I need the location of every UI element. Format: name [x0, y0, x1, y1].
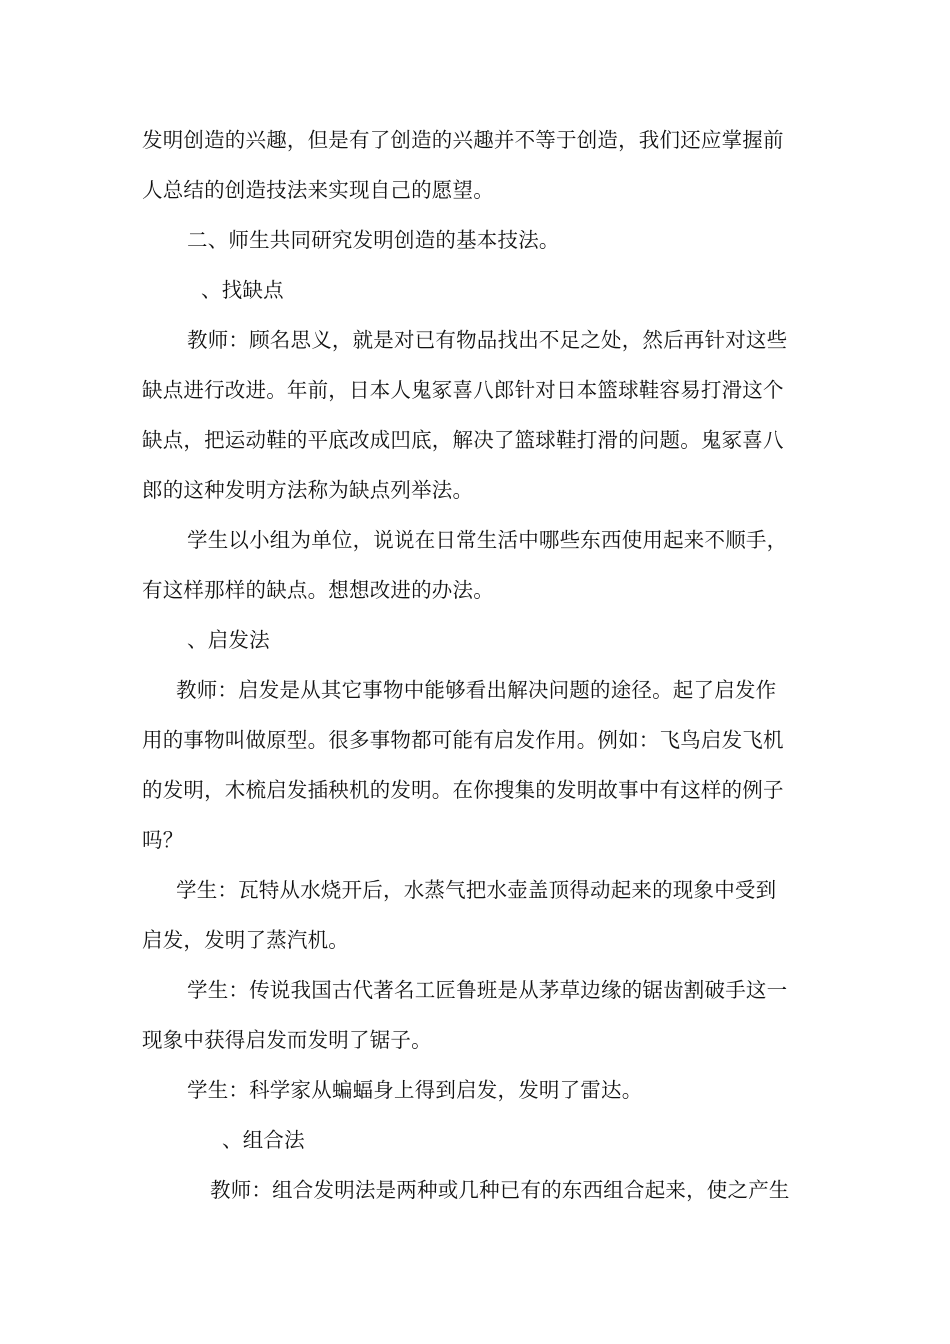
paragraph-line: 用的事物叫做原型。很多事物都可能有启发作用。例如：飞鸟启发飞机: [142, 728, 784, 752]
paragraph-line: 学生：科学家从蝙蝠身上得到启发，发明了雷达。: [187, 1078, 643, 1102]
paragraph-line: 人总结的创造技法来实现自己的愿望。: [142, 178, 494, 202]
paragraph-line: 学生：瓦特从水烧开后，水蒸气把水壶盖顶得动起来的现象中受到: [176, 878, 777, 902]
section-heading: 二、师生共同研究发明创造的基本技法。: [187, 228, 560, 252]
paragraph-line: 现象中获得启发而发明了锯子。: [142, 1028, 432, 1052]
paragraph-line: 缺点进行改进。年前，日本人鬼冢喜八郎针对日本篮球鞋容易打滑这个: [142, 378, 784, 402]
subsection-heading: 、找缺点: [201, 278, 284, 302]
paragraph-line: 的发明，木梳启发插秧机的发明。在你搜集的发明故事中有这样的例子: [142, 778, 784, 802]
subsection-heading: 、启发法: [187, 628, 270, 652]
paragraph-line: 学生以小组为单位，说说在日常生活中哪些东西使用起来不顺手，: [187, 528, 788, 552]
subsection-heading: 、组合法: [222, 1128, 305, 1152]
paragraph-line: 郎的这种发明方法称为缺点列举法。: [142, 478, 474, 502]
paragraph-line: 吗？: [142, 828, 184, 852]
paragraph-line: 学生：传说我国古代著名工匠鲁班是从茅草边缘的锯齿割破手这一: [187, 978, 788, 1002]
paragraph-line: 教师：组合发明法是两种或几种已有的东西组合起来，使之产生: [210, 1178, 790, 1202]
paragraph-line: 发明创造的兴趣，但是有了创造的兴趣并不等于创造，我们还应掌握前: [142, 128, 784, 152]
paragraph-line: 缺点，把运动鞋的平底改成凹底，解决了篮球鞋打滑的问题。鬼冢喜八: [142, 428, 784, 452]
paragraph-line: 教师：顾名思义，就是对已有物品找出不足之处，然后再针对这些: [187, 328, 788, 352]
paragraph-line: 启发，发明了蒸汽机。: [142, 928, 349, 952]
paragraph-line: 有这样那样的缺点。想想改进的办法。: [142, 578, 494, 602]
paragraph-line: 教师：启发是从其它事物中能够看出解决问题的途径。起了启发作: [176, 678, 777, 702]
